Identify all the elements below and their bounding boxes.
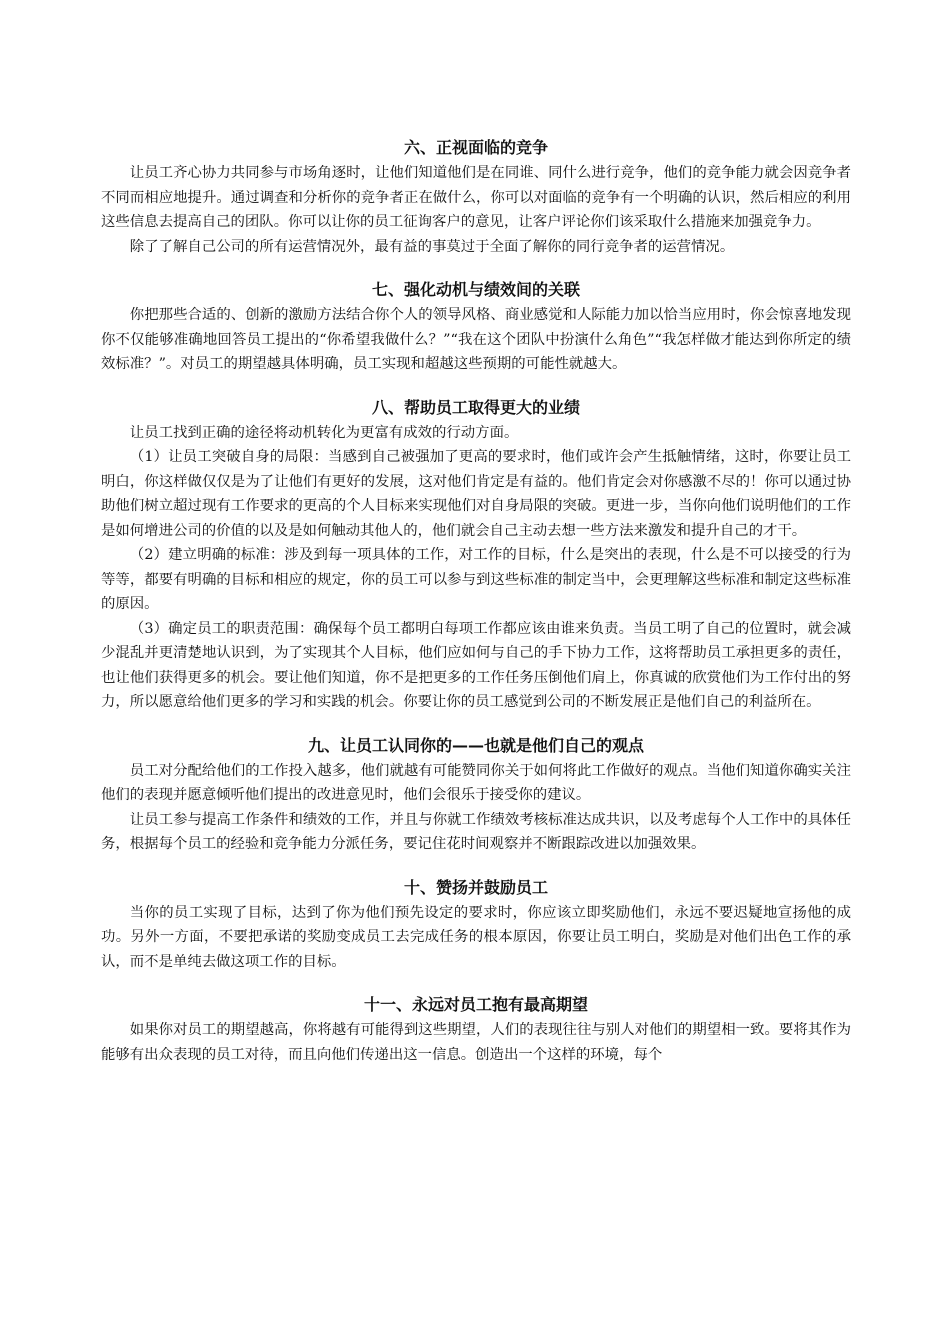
paragraph: 让员工齐心协力共同参与市场角逐时，让他们知道他们是在同谁、同什么进行竞争，他们的竞争能力就会因竞争者不同而相应地提升。通过调查和分析你的竞争者正在做什么，你可以对面临的竞争有一个明确的认识，然后相应的利用这些信息去提高自己的团队。你可以让你的员工征询客户的意见，让客户评论你们该采取什么措施来加强竞争力。 xyxy=(101,165,851,230)
section-heading: 八、帮助员工取得更大的业绩 xyxy=(371,397,580,417)
section-8 xyxy=(101,395,851,715)
section-heading: 七、强化动机与绩效间的关联 xyxy=(371,280,580,299)
paragraph: （2）建立明确的标准：涉及到每一项具体的工作，对工作的目标，什么是突出的表现，什么是不可以接受的行为等等，都要有明确的目标和相应的规定，你的员工可以参与到这些标准的制定当中，会更理解这些标准和制定这些标准的原因。 xyxy=(101,547,851,612)
section-6 xyxy=(101,135,851,259)
paragraph: 你把那些合适的、创新的激励方法结合你个人的领导风格、商业感觉和人际能力加以恰当应用时，你会惊喜地发现你不仅能够准确地回答员工提出的“你希望我做什么？”“我在这个团队中扮演什么角色”“我怎样做才能达到你所定的绩效标准？”。对员工的期望越具体明确，员工实现和超越这些预期的可能性就越大。 xyxy=(101,307,851,372)
section-11 xyxy=(101,992,851,1067)
paragraph: 除了了解自己公司的所有运营情况外，最有益的事莫过于全面了解你的同行竞争者的运营情况。 xyxy=(129,238,735,255)
section-heading: 十一、永远对员工抱有最高期望 xyxy=(363,995,588,1014)
document-page xyxy=(101,135,851,1085)
paragraph: 让员工参与提高工作条件和绩效的工作，并且与你就工作绩效考核标准达成共识，以及考虑每个人工作中的具体任务，根据每个员工的经验和竞争能力分派任务，要记住花时间观察并不断跟踪改进以加强效果。 xyxy=(101,811,851,852)
section-heading: 六、正视面临的竞争 xyxy=(403,138,548,157)
section-9 xyxy=(101,733,851,857)
paragraph: 员工对分配给他们的工作投入越多，他们就越有可能赞同你关于如何将此工作做好的观点。当他们知道你确实关注他们的表现并愿意倾听他们提出的改进意见时，他们会很乐于接受你的建议。 xyxy=(101,762,851,803)
paragraph: （1）让员工突破自身的局限：当感到自己被强加了更高的要求时，他们或许会产生抵触情绪，这时，你要让员工明白，你这样做仅仅是为了让他们有更好的发展，这对他们肯定是有益的。他们肯定会对你感激不尽的！你可以通过协助他们树立超过现有工作要求的更高的个人目标来实现他们对自身局限的突破。更进一步，当你向他们说明他们的工作是如何增进公司的价值的以及是如何触动其他人的，他们就会自己主动去想一些方法来激发和提升自己的才干。 xyxy=(101,449,851,539)
section-heading: 十、赞扬并鼓励员工 xyxy=(403,877,548,897)
section-10 xyxy=(101,875,851,975)
paragraph: 如果你对员工的期望越高，你将越有可能得到这些期望，人们的表现往往与别人对他们的期望相一致。要将其作为能够有出众表现的员工对待，而且向他们传递出这一信息。创造出一个这样的环境，每个 xyxy=(101,1022,851,1063)
paragraph: （3）确定员工的职责范围：确保每个员工都明白每项工作都应该由谁来负责。当员工明了自己的位置时，就会减少混乱并更清楚地认识到，为了实现其个人目标，他们应如何与自己的手下协力工作，这将帮助员工承担更多的责任，也让他们获得更多的机会。要让他们知道，你不是把更多的工作任务压倒他们肩上，你真诚的欣赏他们为工作付出的努力，所以愿意给他们更多的学习和实践的机会。你要让你的员工感觉到公司的不断发展正是他们自己的利益所在。 xyxy=(101,620,851,710)
paragraph: 让员工找到正确的途径将动机转化为更富有成效的行动方面。 xyxy=(129,424,519,441)
paragraph: 当你的员工实现了目标，达到了你为他们预先设定的要求时，你应该立即奖励他们，永远不要迟疑地宣扬他的成功。另外一方面，不要把承诺的奖励变成员工去完成任务的根本原因，你要让员工明白，奖励是对他们出色工作的承认，而不是单纯去做这项工作的目标。 xyxy=(101,904,851,970)
section-7 xyxy=(101,277,851,377)
section-heading: 九、让员工认同你的——也就是他们自己的观点 xyxy=(307,735,644,755)
